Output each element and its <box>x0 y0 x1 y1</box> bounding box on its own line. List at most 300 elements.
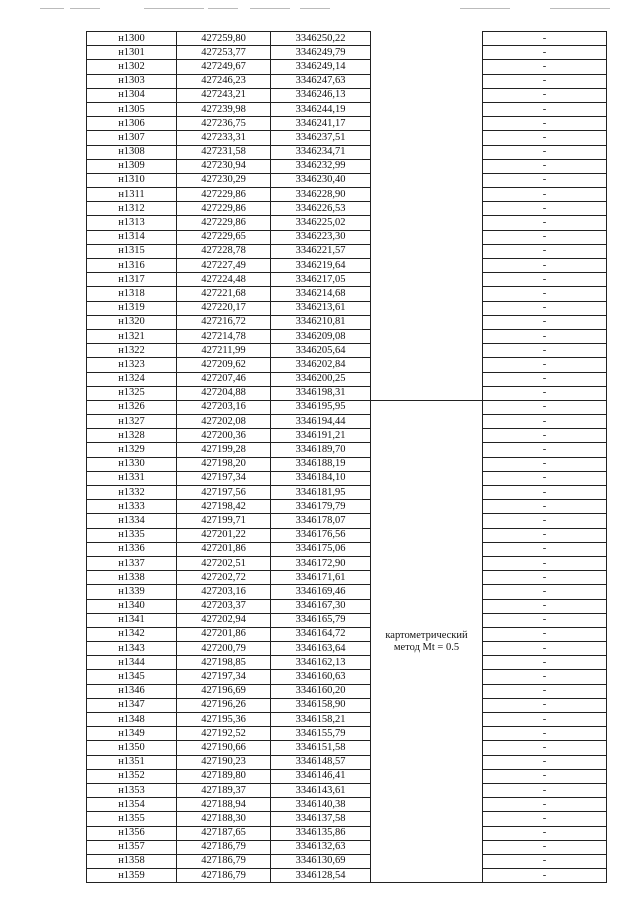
table-row <box>87 188 607 202</box>
point-id-cell: н1344 <box>87 656 177 670</box>
y-coordinate-cell: 3346221,57 <box>271 244 371 258</box>
point-id-cell: н1316 <box>87 259 177 273</box>
x-coordinate-cell: 427230,94 <box>177 159 271 173</box>
point-id-cell: н1359 <box>87 869 177 883</box>
x-coordinate-cell: 427209,62 <box>177 358 271 372</box>
method-cell <box>371 400 483 882</box>
x-coordinate-cell: 427201,86 <box>177 627 271 641</box>
accuracy-dash-cell: - <box>483 287 607 301</box>
accuracy-dash-cell: - <box>483 202 607 216</box>
x-coordinate-cell: 427253,77 <box>177 46 271 60</box>
table-row <box>87 698 607 712</box>
accuracy-dash-cell: - <box>483 74 607 88</box>
point-id-cell: н1349 <box>87 727 177 741</box>
y-coordinate-cell: 3346179,79 <box>271 500 371 514</box>
accuracy-dash-cell: - <box>483 556 607 570</box>
point-id-cell: н1301 <box>87 46 177 60</box>
x-coordinate-cell: 427186,79 <box>177 869 271 883</box>
y-coordinate-cell: 3346188,19 <box>271 457 371 471</box>
y-coordinate-cell: 3346213,61 <box>271 301 371 315</box>
y-coordinate-cell: 3346246,13 <box>271 88 371 102</box>
x-coordinate-cell: 427202,51 <box>177 556 271 570</box>
table-row <box>87 556 607 570</box>
x-coordinate-cell: 427203,16 <box>177 585 271 599</box>
point-id-cell: н1331 <box>87 471 177 485</box>
y-coordinate-cell: 3346226,53 <box>271 202 371 216</box>
accuracy-dash-cell: - <box>483 329 607 343</box>
accuracy-dash-cell: - <box>483 230 607 244</box>
y-coordinate-cell: 3346132,63 <box>271 840 371 854</box>
x-coordinate-cell: 427202,72 <box>177 571 271 585</box>
table-row <box>87 386 607 400</box>
y-coordinate-cell: 3346198,31 <box>271 386 371 400</box>
table-row <box>87 60 607 74</box>
accuracy-dash-cell: - <box>483 854 607 868</box>
x-coordinate-cell: 427220,17 <box>177 301 271 315</box>
x-coordinate-cell: 427233,31 <box>177 131 271 145</box>
x-coordinate-cell: 427198,85 <box>177 656 271 670</box>
point-id-cell: н1351 <box>87 755 177 769</box>
table-row <box>87 571 607 585</box>
x-coordinate-cell: 427214,78 <box>177 329 271 343</box>
table-row <box>87 400 607 414</box>
accuracy-dash-cell: - <box>483 528 607 542</box>
accuracy-dash-cell: - <box>483 173 607 187</box>
x-coordinate-cell: 427192,52 <box>177 727 271 741</box>
top-scan-rule <box>460 8 510 9</box>
table-row <box>87 173 607 187</box>
accuracy-dash-cell: - <box>483 46 607 60</box>
table-row <box>87 840 607 854</box>
y-coordinate-cell: 3346160,63 <box>271 670 371 684</box>
table-row <box>87 429 607 443</box>
y-coordinate-cell: 3346160,20 <box>271 684 371 698</box>
y-coordinate-cell: 3346217,05 <box>271 273 371 287</box>
y-coordinate-cell: 3346162,13 <box>271 656 371 670</box>
accuracy-dash-cell: - <box>483 443 607 457</box>
table-row <box>87 514 607 528</box>
x-coordinate-cell: 427188,94 <box>177 798 271 812</box>
x-coordinate-cell: 427196,26 <box>177 698 271 712</box>
accuracy-dash-cell: - <box>483 798 607 812</box>
table-row <box>87 372 607 386</box>
top-scan-rule <box>144 8 204 9</box>
y-coordinate-cell: 3346128,54 <box>271 869 371 883</box>
point-id-cell: н1338 <box>87 571 177 585</box>
accuracy-dash-cell: - <box>483 216 607 230</box>
accuracy-dash-cell: - <box>483 131 607 145</box>
table-row <box>87 443 607 457</box>
point-id-cell: н1346 <box>87 684 177 698</box>
accuracy-dash-cell: - <box>483 486 607 500</box>
table-row <box>87 599 607 613</box>
x-coordinate-cell: 427207,46 <box>177 372 271 386</box>
table-row <box>87 102 607 116</box>
x-coordinate-cell: 427229,86 <box>177 188 271 202</box>
table-row <box>87 869 607 883</box>
x-coordinate-cell: 427187,65 <box>177 826 271 840</box>
table-row <box>87 769 607 783</box>
point-id-cell: н1341 <box>87 613 177 627</box>
y-coordinate-cell: 3346225,02 <box>271 216 371 230</box>
y-coordinate-cell: 3346178,07 <box>271 514 371 528</box>
x-coordinate-cell: 427249,67 <box>177 60 271 74</box>
y-coordinate-cell: 3346249,14 <box>271 60 371 74</box>
point-id-cell: н1321 <box>87 329 177 343</box>
accuracy-dash-cell: - <box>483 60 607 74</box>
y-coordinate-cell: 3346163,64 <box>271 642 371 656</box>
accuracy-dash-cell: - <box>483 273 607 287</box>
table-row <box>87 741 607 755</box>
point-id-cell: н1304 <box>87 88 177 102</box>
point-id-cell: н1355 <box>87 812 177 826</box>
x-coordinate-cell: 427201,22 <box>177 528 271 542</box>
accuracy-dash-cell: - <box>483 301 607 315</box>
table-row <box>87 812 607 826</box>
table-row <box>87 826 607 840</box>
x-coordinate-cell: 427229,86 <box>177 202 271 216</box>
point-id-cell: н1325 <box>87 386 177 400</box>
x-coordinate-cell: 427224,48 <box>177 273 271 287</box>
table-row <box>87 159 607 173</box>
x-coordinate-cell: 427236,75 <box>177 117 271 131</box>
point-id-cell: н1324 <box>87 372 177 386</box>
table-row <box>87 656 607 670</box>
point-id-cell: н1348 <box>87 713 177 727</box>
x-coordinate-cell: 427201,86 <box>177 542 271 556</box>
table-row <box>87 46 607 60</box>
y-coordinate-cell: 3346234,71 <box>271 145 371 159</box>
point-id-cell: н1315 <box>87 244 177 258</box>
x-coordinate-cell: 427199,28 <box>177 443 271 457</box>
y-coordinate-cell: 3346250,22 <box>271 32 371 46</box>
x-coordinate-cell: 427216,72 <box>177 315 271 329</box>
point-id-cell: н1317 <box>87 273 177 287</box>
accuracy-dash-cell: - <box>483 400 607 414</box>
y-coordinate-cell: 3346200,25 <box>271 372 371 386</box>
x-coordinate-cell: 427186,79 <box>177 840 271 854</box>
y-coordinate-cell: 3346184,10 <box>271 471 371 485</box>
table-row <box>87 500 607 514</box>
point-id-cell: н1312 <box>87 202 177 216</box>
x-coordinate-cell: 427190,66 <box>177 741 271 755</box>
table-row <box>87 542 607 556</box>
table-row <box>87 329 607 343</box>
point-id-cell: н1340 <box>87 599 177 613</box>
table-row <box>87 244 607 258</box>
x-coordinate-cell: 427188,30 <box>177 812 271 826</box>
table-row <box>87 117 607 131</box>
table-row <box>87 585 607 599</box>
x-coordinate-cell: 427197,34 <box>177 471 271 485</box>
point-id-cell: н1306 <box>87 117 177 131</box>
x-coordinate-cell: 427198,42 <box>177 500 271 514</box>
accuracy-dash-cell: - <box>483 571 607 585</box>
accuracy-dash-cell: - <box>483 244 607 258</box>
top-scan-rule <box>208 8 238 9</box>
y-coordinate-cell: 3346143,61 <box>271 783 371 797</box>
x-coordinate-cell: 427199,71 <box>177 514 271 528</box>
table-row <box>87 230 607 244</box>
accuracy-dash-cell: - <box>483 188 607 202</box>
accuracy-dash-cell: - <box>483 315 607 329</box>
x-coordinate-cell: 427229,65 <box>177 230 271 244</box>
accuracy-dash-cell: - <box>483 599 607 613</box>
coordinates-table-body <box>87 32 607 883</box>
point-id-cell: н1319 <box>87 301 177 315</box>
table-row <box>87 727 607 741</box>
point-id-cell: н1342 <box>87 627 177 641</box>
point-id-cell: н1302 <box>87 60 177 74</box>
accuracy-dash-cell: - <box>483 102 607 116</box>
point-id-cell: н1320 <box>87 315 177 329</box>
x-coordinate-cell: 427203,16 <box>177 400 271 414</box>
y-coordinate-cell: 3346210,81 <box>271 315 371 329</box>
accuracy-dash-cell: - <box>483 783 607 797</box>
x-coordinate-cell: 427230,29 <box>177 173 271 187</box>
y-coordinate-cell: 3346158,90 <box>271 698 371 712</box>
y-coordinate-cell: 3346219,64 <box>271 259 371 273</box>
table-row <box>87 273 607 287</box>
point-id-cell: н1343 <box>87 642 177 656</box>
x-coordinate-cell: 427202,08 <box>177 415 271 429</box>
x-coordinate-cell: 427186,79 <box>177 854 271 868</box>
y-coordinate-cell: 3346244,19 <box>271 102 371 116</box>
point-id-cell: н1334 <box>87 514 177 528</box>
y-coordinate-cell: 3346230,40 <box>271 173 371 187</box>
table-row <box>87 670 607 684</box>
top-scan-rule <box>550 8 610 9</box>
point-id-cell: н1336 <box>87 542 177 556</box>
y-coordinate-cell: 3346164,72 <box>271 627 371 641</box>
x-coordinate-cell: 427198,20 <box>177 457 271 471</box>
table-row <box>87 684 607 698</box>
point-id-cell: н1345 <box>87 670 177 684</box>
point-id-cell: н1307 <box>87 131 177 145</box>
accuracy-dash-cell: - <box>483 117 607 131</box>
table-row <box>87 627 607 641</box>
point-id-cell: н1314 <box>87 230 177 244</box>
accuracy-dash-cell: - <box>483 471 607 485</box>
table-row <box>87 755 607 769</box>
point-id-cell: н1318 <box>87 287 177 301</box>
table-row <box>87 216 607 230</box>
y-coordinate-cell: 3346146,41 <box>271 769 371 783</box>
accuracy-dash-cell: - <box>483 500 607 514</box>
point-id-cell: н1352 <box>87 769 177 783</box>
table-row <box>87 259 607 273</box>
table-row <box>87 486 607 500</box>
accuracy-dash-cell: - <box>483 259 607 273</box>
point-id-cell: н1356 <box>87 826 177 840</box>
accuracy-dash-cell: - <box>483 585 607 599</box>
accuracy-dash-cell: - <box>483 741 607 755</box>
x-coordinate-cell: 427196,69 <box>177 684 271 698</box>
table-row <box>87 131 607 145</box>
accuracy-dash-cell: - <box>483 514 607 528</box>
y-coordinate-cell: 3346137,58 <box>271 812 371 826</box>
y-coordinate-cell: 3346195,95 <box>271 400 371 414</box>
y-coordinate-cell: 3346232,99 <box>271 159 371 173</box>
table-row <box>87 32 607 46</box>
point-id-cell: н1326 <box>87 400 177 414</box>
point-id-cell: н1332 <box>87 486 177 500</box>
x-coordinate-cell: 427202,94 <box>177 613 271 627</box>
table-row <box>87 301 607 315</box>
x-coordinate-cell: 427200,79 <box>177 642 271 656</box>
y-coordinate-cell: 3346209,08 <box>271 329 371 343</box>
accuracy-dash-cell: - <box>483 826 607 840</box>
table-row <box>87 854 607 868</box>
point-id-cell: н1353 <box>87 783 177 797</box>
accuracy-dash-cell: - <box>483 32 607 46</box>
point-id-cell: н1354 <box>87 798 177 812</box>
point-id-cell: н1300 <box>87 32 177 46</box>
point-id-cell: н1328 <box>87 429 177 443</box>
point-id-cell: н1350 <box>87 741 177 755</box>
table-row <box>87 315 607 329</box>
table-row <box>87 642 607 656</box>
point-id-cell: н1337 <box>87 556 177 570</box>
table-row <box>87 783 607 797</box>
y-coordinate-cell: 3346169,46 <box>271 585 371 599</box>
y-coordinate-cell: 3346148,57 <box>271 755 371 769</box>
top-scan-rule <box>70 8 100 9</box>
y-coordinate-cell: 3346135,86 <box>271 826 371 840</box>
accuracy-dash-cell: - <box>483 145 607 159</box>
point-id-cell: н1357 <box>87 840 177 854</box>
point-id-cell: н1305 <box>87 102 177 116</box>
accuracy-dash-cell: - <box>483 542 607 556</box>
x-coordinate-cell: 427259,80 <box>177 32 271 46</box>
y-coordinate-cell: 3346241,17 <box>271 117 371 131</box>
x-coordinate-cell: 427228,78 <box>177 244 271 258</box>
table-row <box>87 457 607 471</box>
top-scan-rule <box>250 8 290 9</box>
accuracy-dash-cell: - <box>483 755 607 769</box>
accuracy-dash-cell: - <box>483 415 607 429</box>
y-coordinate-cell: 3346214,68 <box>271 287 371 301</box>
x-coordinate-cell: 427229,86 <box>177 216 271 230</box>
table-row <box>87 358 607 372</box>
x-coordinate-cell: 427190,23 <box>177 755 271 769</box>
x-coordinate-cell: 427200,36 <box>177 429 271 443</box>
table-row <box>87 202 607 216</box>
x-coordinate-cell: 427231,58 <box>177 145 271 159</box>
y-coordinate-cell: 3346189,70 <box>271 443 371 457</box>
point-id-cell: н1339 <box>87 585 177 599</box>
point-id-cell: н1329 <box>87 443 177 457</box>
x-coordinate-cell: 427246,23 <box>177 74 271 88</box>
table-row <box>87 613 607 627</box>
accuracy-dash-cell: - <box>483 372 607 386</box>
accuracy-dash-cell: - <box>483 358 607 372</box>
x-coordinate-cell: 427197,56 <box>177 486 271 500</box>
table-row <box>87 528 607 542</box>
point-id-cell: н1333 <box>87 500 177 514</box>
x-coordinate-cell: 427189,80 <box>177 769 271 783</box>
accuracy-dash-cell: - <box>483 670 607 684</box>
table-row <box>87 88 607 102</box>
accuracy-dash-cell: - <box>483 88 607 102</box>
top-scan-rule <box>40 8 64 9</box>
method-cell <box>371 32 483 401</box>
y-coordinate-cell: 3346205,64 <box>271 344 371 358</box>
x-coordinate-cell: 427195,36 <box>177 713 271 727</box>
x-coordinate-cell: 427197,34 <box>177 670 271 684</box>
table-row <box>87 287 607 301</box>
accuracy-dash-cell: - <box>483 812 607 826</box>
y-coordinate-cell: 3346151,58 <box>271 741 371 755</box>
x-coordinate-cell: 427203,37 <box>177 599 271 613</box>
point-id-cell: н1310 <box>87 173 177 187</box>
point-id-cell: н1311 <box>87 188 177 202</box>
accuracy-dash-cell: - <box>483 684 607 698</box>
point-id-cell: н1303 <box>87 74 177 88</box>
x-coordinate-cell: 427227,49 <box>177 259 271 273</box>
accuracy-dash-cell: - <box>483 457 607 471</box>
method-text-line: картометрический <box>385 629 468 641</box>
point-id-cell: н1347 <box>87 698 177 712</box>
table-row <box>87 74 607 88</box>
x-coordinate-cell: 427243,21 <box>177 88 271 102</box>
y-coordinate-cell: 3346130,69 <box>271 854 371 868</box>
accuracy-dash-cell: - <box>483 698 607 712</box>
y-coordinate-cell: 3346223,30 <box>271 230 371 244</box>
x-coordinate-cell: 427204,88 <box>177 386 271 400</box>
method-text-line: метод Mt = 0.5 <box>393 641 460 653</box>
y-coordinate-cell: 3346175,06 <box>271 542 371 556</box>
y-coordinate-cell: 3346181,95 <box>271 486 371 500</box>
y-coordinate-cell: 3346165,79 <box>271 613 371 627</box>
accuracy-dash-cell: - <box>483 627 607 641</box>
accuracy-dash-cell: - <box>483 769 607 783</box>
accuracy-dash-cell: - <box>483 840 607 854</box>
y-coordinate-cell: 3346140,38 <box>271 798 371 812</box>
point-id-cell: н1327 <box>87 415 177 429</box>
x-coordinate-cell: 427211,99 <box>177 344 271 358</box>
y-coordinate-cell: 3346237,51 <box>271 131 371 145</box>
accuracy-dash-cell: - <box>483 386 607 400</box>
y-coordinate-cell: 3346228,90 <box>271 188 371 202</box>
y-coordinate-cell: 3346158,21 <box>271 713 371 727</box>
point-id-cell: н1335 <box>87 528 177 542</box>
coordinates-table <box>86 31 607 883</box>
accuracy-dash-cell: - <box>483 869 607 883</box>
table-row <box>87 713 607 727</box>
y-coordinate-cell: 3346202,84 <box>271 358 371 372</box>
accuracy-dash-cell: - <box>483 727 607 741</box>
table-row <box>87 471 607 485</box>
y-coordinate-cell: 3346155,79 <box>271 727 371 741</box>
point-id-cell: н1358 <box>87 854 177 868</box>
point-id-cell: н1309 <box>87 159 177 173</box>
x-coordinate-cell: 427239,98 <box>177 102 271 116</box>
y-coordinate-cell: 3346249,79 <box>271 46 371 60</box>
y-coordinate-cell: 3346247,63 <box>271 74 371 88</box>
y-coordinate-cell: 3346176,56 <box>271 528 371 542</box>
accuracy-dash-cell: - <box>483 713 607 727</box>
accuracy-dash-cell: - <box>483 656 607 670</box>
point-id-cell: н1322 <box>87 344 177 358</box>
accuracy-dash-cell: - <box>483 613 607 627</box>
x-coordinate-cell: 427221,68 <box>177 287 271 301</box>
y-coordinate-cell: 3346172,90 <box>271 556 371 570</box>
y-coordinate-cell: 3346194,44 <box>271 415 371 429</box>
y-coordinate-cell: 3346171,61 <box>271 571 371 585</box>
y-coordinate-cell: 3346191,21 <box>271 429 371 443</box>
table-row <box>87 145 607 159</box>
